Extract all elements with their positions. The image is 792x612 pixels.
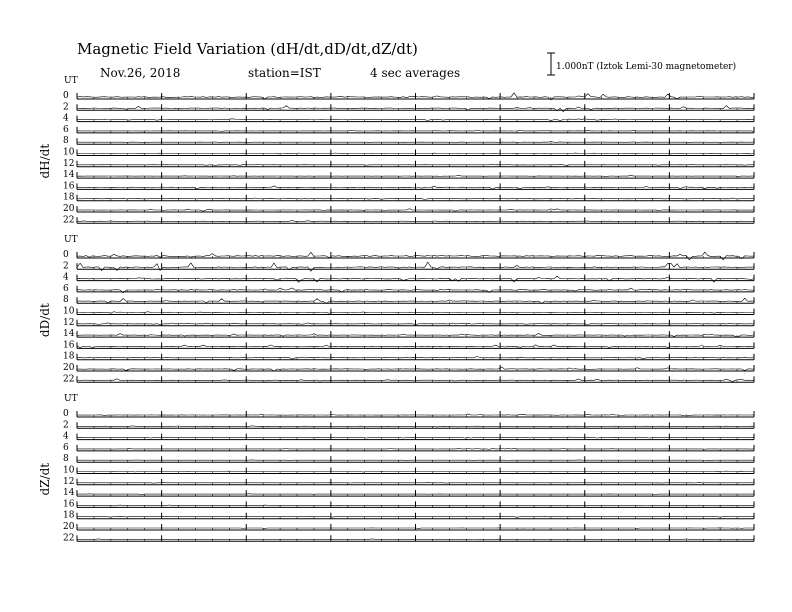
trace-row bbox=[63, 204, 754, 214]
trace-row bbox=[63, 284, 754, 294]
chart-title: Magnetic Field Variation (dH/dt,dD/dt,dZ/dt) bbox=[77, 40, 418, 58]
trace-row bbox=[63, 374, 754, 384]
row-label: 4 bbox=[63, 431, 69, 442]
row-label: 12 bbox=[63, 158, 75, 169]
row-label: 18 bbox=[63, 510, 75, 521]
trace-row bbox=[63, 102, 754, 112]
trace-row bbox=[63, 307, 754, 317]
trace-row bbox=[63, 181, 754, 191]
trace-row bbox=[63, 420, 754, 430]
panel-axis-label: dH/dt bbox=[38, 143, 52, 179]
trace-row bbox=[63, 466, 754, 476]
trace-row bbox=[63, 261, 754, 271]
row-label: 8 bbox=[63, 136, 69, 147]
row-label: 6 bbox=[63, 283, 69, 294]
row-label: 10 bbox=[63, 465, 75, 476]
trace-row bbox=[63, 522, 754, 532]
row-label: 20 bbox=[63, 204, 75, 214]
row-label: 20 bbox=[63, 363, 75, 373]
scale-bar bbox=[547, 53, 736, 75]
averaging-label: 4 sec averages bbox=[370, 66, 461, 80]
row-label: 14 bbox=[63, 329, 75, 340]
row-label: 14 bbox=[63, 170, 75, 181]
trace-row bbox=[63, 340, 754, 350]
row-label: 2 bbox=[63, 102, 69, 113]
panels bbox=[38, 76, 754, 543]
trace-row bbox=[63, 329, 754, 339]
trace-row bbox=[63, 454, 754, 464]
row-label: 16 bbox=[63, 340, 75, 351]
row-label: 10 bbox=[63, 147, 75, 158]
trace-row bbox=[63, 488, 754, 498]
row-label: 0 bbox=[63, 409, 69, 419]
trace-row bbox=[63, 170, 754, 180]
station-label: station=IST bbox=[248, 66, 321, 80]
trace-line bbox=[77, 449, 754, 450]
row-label: 2 bbox=[63, 420, 69, 431]
panel-axis-label: dD/dt bbox=[38, 303, 52, 338]
date-label: Nov.26, 2018 bbox=[100, 66, 181, 80]
row-label: 16 bbox=[63, 181, 75, 192]
trace-row bbox=[63, 511, 754, 521]
row-label: 8 bbox=[63, 454, 69, 465]
row-label: 6 bbox=[63, 442, 69, 453]
panel-dddt bbox=[38, 235, 754, 384]
trace-row bbox=[63, 148, 754, 158]
trace-row bbox=[63, 91, 754, 101]
row-label: 10 bbox=[63, 306, 75, 317]
trace-row bbox=[63, 499, 754, 509]
row-label: 14 bbox=[63, 488, 75, 499]
trace-row bbox=[63, 136, 754, 146]
row-label: 4 bbox=[63, 113, 69, 124]
row-label: 18 bbox=[63, 192, 75, 203]
trace-row bbox=[63, 443, 754, 453]
row-label: 8 bbox=[63, 295, 69, 306]
row-label: 6 bbox=[63, 124, 69, 135]
panel-dhdt bbox=[38, 76, 754, 225]
row-label: 20 bbox=[63, 522, 75, 532]
trace-row bbox=[63, 250, 754, 260]
trace-row bbox=[63, 193, 754, 203]
trace-row bbox=[63, 432, 754, 442]
trace-row bbox=[63, 273, 754, 283]
row-label: 12 bbox=[63, 317, 75, 328]
row-label: 12 bbox=[63, 476, 75, 487]
panel-dzdt bbox=[38, 394, 754, 543]
row-label: 22 bbox=[63, 215, 75, 226]
ut-label: UT bbox=[64, 235, 78, 245]
trace-row bbox=[63, 477, 754, 487]
ut-label: UT bbox=[64, 76, 78, 86]
row-label: 22 bbox=[63, 533, 75, 544]
row-label: 4 bbox=[63, 272, 69, 283]
row-label: 18 bbox=[63, 351, 75, 362]
trace-row bbox=[63, 295, 754, 305]
trace-row bbox=[63, 215, 754, 225]
trace-row bbox=[63, 159, 754, 169]
trace-row bbox=[63, 114, 754, 124]
row-label: 0 bbox=[63, 250, 69, 260]
row-label: 0 bbox=[63, 91, 69, 101]
trace-row bbox=[63, 318, 754, 328]
trace-row bbox=[63, 352, 754, 362]
trace-row bbox=[63, 125, 754, 135]
trace-row bbox=[63, 363, 754, 373]
row-label: 16 bbox=[63, 499, 75, 510]
panel-axis-label: dZ/dt bbox=[38, 462, 52, 496]
ut-label: UT bbox=[64, 394, 78, 404]
scale-bar-label: 1.000nT (Iztok Lemi-30 magnetometer) bbox=[556, 62, 737, 72]
trace-row bbox=[63, 409, 754, 419]
trace-line bbox=[77, 482, 754, 483]
trace-row bbox=[63, 533, 754, 543]
row-label: 22 bbox=[63, 374, 75, 385]
row-label: 2 bbox=[63, 261, 69, 272]
